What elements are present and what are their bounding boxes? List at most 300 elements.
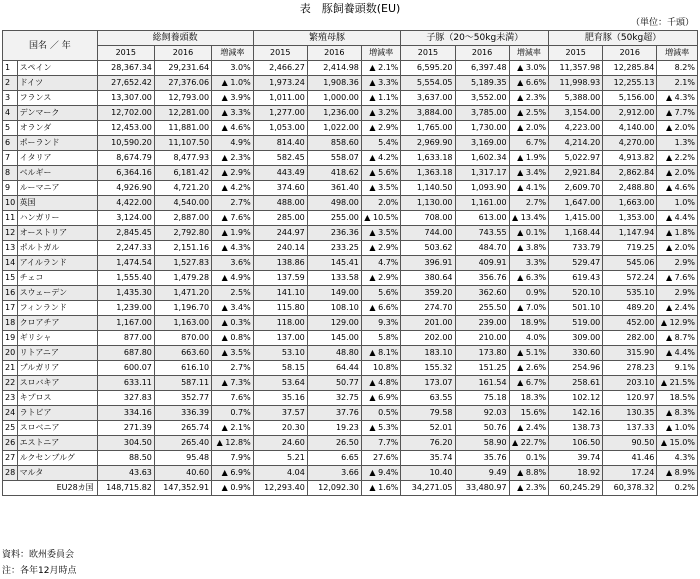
cell-piglets-2016: 409.91 [455, 256, 509, 271]
cell-total-change: ▲ 4.9% [212, 271, 254, 286]
cell-sows-2015: 285.00 [253, 211, 307, 226]
cell-sows-2015: 240.14 [253, 241, 307, 256]
table-title: 表 豚飼養頭数(EU) [299, 2, 401, 15]
row-number: 2 [3, 76, 18, 91]
cell-piglets-change: 0.1% [509, 451, 549, 466]
cell-total-change: 7.6% [212, 391, 254, 406]
cell-fattening-change: ▲ 8.3% [657, 406, 698, 421]
pig-population-table [2, 30, 698, 496]
cell-piglets-2016: 255.50 [455, 301, 509, 316]
cell-total-2015: 4,926.90 [97, 181, 154, 196]
cell-piglets-2015: 708.00 [401, 211, 455, 226]
cell-piglets-change: ▲ 2.4% [509, 421, 549, 436]
cell-fattening-change: 1.3% [657, 136, 698, 151]
cell-piglets-2016: 6,397.48 [455, 61, 509, 76]
cell-sows-change: 27.6% [361, 451, 401, 466]
cell-sows-2015: 1,277.00 [253, 106, 307, 121]
row-number: 24 [3, 406, 18, 421]
table-row [3, 91, 698, 106]
cell-sows-change: ▲ 9.4% [361, 466, 401, 481]
cell-sows-2015: 138.86 [253, 256, 307, 271]
cell-sows-change: ▲ 6.6% [361, 301, 401, 316]
cell-total-2015: 1,555.40 [97, 271, 154, 286]
cell-sows-2016: 1,236.00 [307, 106, 361, 121]
cell-fattening-2016: 1,353.00 [603, 211, 657, 226]
cell-sows-2015: 53.64 [253, 376, 307, 391]
cell-total-change: ▲ 3.9% [212, 91, 254, 106]
country-name: ハンガリー [17, 211, 97, 226]
cell-fattening-change: ▲ 2.4% [657, 301, 698, 316]
cell-sows-2015: 137.59 [253, 271, 307, 286]
cell-fattening-change: ▲ 7.7% [657, 106, 698, 121]
cell-piglets-change: 18.9% [509, 316, 549, 331]
cell-sows-change: ▲ 3.2% [361, 106, 401, 121]
cell-fattening-2015: 1,168.44 [549, 226, 603, 241]
cell-sows-2016: 6.65 [307, 451, 361, 466]
cell-fattening-2016: 4,140.00 [603, 121, 657, 136]
cell-piglets-2015: 503.62 [401, 241, 455, 256]
cell-total-change: ▲ 3.5% [212, 346, 254, 361]
cell-piglets-2015: 1,140.50 [401, 181, 455, 196]
cell-piglets-change: ▲ 8.8% [509, 466, 549, 481]
cell-piglets-2016: 1,093.90 [455, 181, 509, 196]
cell-total-change: ▲ 1.9% [212, 226, 254, 241]
year-2015-header: 2015 [97, 46, 154, 61]
cell-total-2015: 877.00 [97, 331, 154, 346]
cell-total-change: ▲ 0.3% [212, 316, 254, 331]
year-2016-header: 2016 [154, 46, 211, 61]
cell-sows-2016: 361.40 [307, 181, 361, 196]
cell-sows-2016: 1,908.36 [307, 76, 361, 91]
cell-fattening-2015: 11,357.98 [549, 61, 603, 76]
cell-piglets-change: 6.7% [509, 136, 549, 151]
cell-total-2016: 870.00 [154, 331, 211, 346]
cell-fattening-change: ▲ 8.7% [657, 331, 698, 346]
cell-piglets-change: 18.3% [509, 391, 549, 406]
cell-piglets-change: ▲ 22.7% [509, 436, 549, 451]
total-row [3, 481, 698, 496]
cell-sows-change: ▲ 4.2% [361, 151, 401, 166]
table-row [3, 181, 698, 196]
row-number: 10 [3, 196, 18, 211]
cell-fattening-change: ▲ 2.0% [657, 241, 698, 256]
cell-fattening-change: ▲ 21.5% [657, 376, 698, 391]
cell-fattening-2016: 545.06 [603, 256, 657, 271]
cell-total-2015: 2,845.45 [97, 226, 154, 241]
cell-sows-change: 5.6% [361, 286, 401, 301]
table-row [3, 136, 698, 151]
cell-sows-2016: 3.66 [307, 466, 361, 481]
cell-sows-change: ▲ 4.8% [361, 376, 401, 391]
cell-total-2016: 265.74 [154, 421, 211, 436]
cell-piglets-change: ▲ 0.1% [509, 226, 549, 241]
total-sows-2016: 12,092.30 [307, 481, 361, 496]
cell-sows-2016: 19.23 [307, 421, 361, 436]
table-row [3, 346, 698, 361]
cell-sows-change: ▲ 2.9% [361, 241, 401, 256]
cell-total-change: ▲ 4.6% [212, 121, 254, 136]
cell-fattening-2015: 519.00 [549, 316, 603, 331]
country-name: スウェーデン [17, 286, 97, 301]
source-note: 資料：欧州委員会 [2, 550, 75, 560]
cell-total-2016: 40.60 [154, 466, 211, 481]
cell-piglets-2016: 1,602.34 [455, 151, 509, 166]
cell-piglets-2015: 173.07 [401, 376, 455, 391]
country-name: 英国 [17, 196, 97, 211]
cell-total-2015: 88.50 [97, 451, 154, 466]
cell-total-2015: 8,674.79 [97, 151, 154, 166]
cell-total-2016: 29,231.64 [154, 61, 211, 76]
year-2016-header: 2016 [307, 46, 361, 61]
total-fattening-2016: 60,378.32 [603, 481, 657, 496]
cell-total-2016: 2,887.00 [154, 211, 211, 226]
cell-fattening-2016: 535.10 [603, 286, 657, 301]
cell-piglets-2016: 151.25 [455, 361, 509, 376]
cell-total-2015: 327.83 [97, 391, 154, 406]
cell-total-change: 2.5% [212, 286, 254, 301]
table-row [3, 316, 698, 331]
cell-sows-change: 10.8% [361, 361, 401, 376]
table-row [3, 256, 698, 271]
cell-piglets-2015: 6,595.20 [401, 61, 455, 76]
cell-fattening-change: ▲ 2.0% [657, 121, 698, 136]
cell-piglets-2015: 359.20 [401, 286, 455, 301]
cell-piglets-2015: 380.64 [401, 271, 455, 286]
cell-fattening-2015: 5,388.00 [549, 91, 603, 106]
cell-fattening-2016: 12,285.84 [603, 61, 657, 76]
table-row [3, 196, 698, 211]
cell-fattening-2015: 619.43 [549, 271, 603, 286]
cell-piglets-2015: 3,637.00 [401, 91, 455, 106]
row-number: 15 [3, 271, 18, 286]
row-number: 6 [3, 136, 18, 151]
row-number: 16 [3, 286, 18, 301]
cell-fattening-change: ▲ 4.4% [657, 346, 698, 361]
cell-total-2016: 27,376.06 [154, 76, 211, 91]
country-name: ギリシャ [17, 331, 97, 346]
cell-piglets-2016: 35.76 [455, 451, 509, 466]
cell-piglets-2016: 58.90 [455, 436, 509, 451]
cell-total-2016: 352.77 [154, 391, 211, 406]
cell-piglets-2015: 35.74 [401, 451, 455, 466]
cell-total-2015: 687.80 [97, 346, 154, 361]
cell-piglets-2016: 50.76 [455, 421, 509, 436]
cell-sows-2016: 50.77 [307, 376, 361, 391]
cell-total-change: 2.7% [212, 361, 254, 376]
cell-fattening-change: ▲ 8.9% [657, 466, 698, 481]
cell-fattening-2016: 719.25 [603, 241, 657, 256]
cell-piglets-2015: 10.40 [401, 466, 455, 481]
cell-sows-change: ▲ 3.5% [361, 226, 401, 241]
row-number: 14 [3, 256, 18, 271]
cell-sows-2015: 115.80 [253, 301, 307, 316]
cell-piglets-2015: 202.00 [401, 331, 455, 346]
unit-label: （単位：千頭） [630, 18, 694, 28]
cell-fattening-2015: 18.92 [549, 466, 603, 481]
cell-total-2015: 1,435.30 [97, 286, 154, 301]
cell-total-change: ▲ 3.4% [212, 301, 254, 316]
cell-total-2015: 271.39 [97, 421, 154, 436]
cell-fattening-2016: 4,270.00 [603, 136, 657, 151]
row-number: 4 [3, 106, 18, 121]
cell-sows-change: ▲ 5.3% [361, 421, 401, 436]
cell-total-change: 2.7% [212, 196, 254, 211]
cell-piglets-2015: 2,969.90 [401, 136, 455, 151]
cell-total-2016: 616.10 [154, 361, 211, 376]
cell-total-2016: 587.11 [154, 376, 211, 391]
cell-total-2016: 4,540.00 [154, 196, 211, 211]
cell-sows-2015: 20.30 [253, 421, 307, 436]
cell-fattening-2016: 17.24 [603, 466, 657, 481]
cell-piglets-2016: 743.55 [455, 226, 509, 241]
cell-total-2016: 663.60 [154, 346, 211, 361]
cell-sows-2016: 418.62 [307, 166, 361, 181]
cell-piglets-2015: 1,130.00 [401, 196, 455, 211]
row-number: 3 [3, 91, 18, 106]
cell-piglets-2015: 5,554.05 [401, 76, 455, 91]
cell-sows-2016: 64.44 [307, 361, 361, 376]
cell-total-2016: 4,721.20 [154, 181, 211, 196]
cell-piglets-2016: 9.49 [455, 466, 509, 481]
cell-total-2016: 2,151.16 [154, 241, 211, 256]
cell-fattening-2015: 529.47 [549, 256, 603, 271]
country-name: デンマーク [17, 106, 97, 121]
cell-sows-2016: 145.41 [307, 256, 361, 271]
country-name: エストニア [17, 436, 97, 451]
cell-total-change: 4.9% [212, 136, 254, 151]
country-name: ベルギー [17, 166, 97, 181]
table-row [3, 421, 698, 436]
row-number: 1 [3, 61, 18, 76]
cell-fattening-2015: 2,609.70 [549, 181, 603, 196]
change-rate-header: 増減率 [657, 46, 698, 61]
cell-piglets-change: ▲ 6.3% [509, 271, 549, 286]
cell-piglets-2015: 396.91 [401, 256, 455, 271]
cell-piglets-2016: 484.70 [455, 241, 509, 256]
cell-total-change: ▲ 1.0% [212, 76, 254, 91]
cell-piglets-2015: 79.58 [401, 406, 455, 421]
country-name: イタリア [17, 151, 97, 166]
cell-piglets-2015: 183.10 [401, 346, 455, 361]
cell-sows-2015: 1,011.00 [253, 91, 307, 106]
cell-fattening-change: ▲ 1.0% [657, 421, 698, 436]
cell-piglets-2015: 76.20 [401, 436, 455, 451]
cell-total-2015: 334.16 [97, 406, 154, 421]
cell-sows-2015: 2,466.27 [253, 61, 307, 76]
cell-sows-2016: 149.00 [307, 286, 361, 301]
row-number: 17 [3, 301, 18, 316]
row-number: 7 [3, 151, 18, 166]
cell-sows-2015: 137.00 [253, 331, 307, 346]
cell-total-2015: 13,307.00 [97, 91, 154, 106]
cell-piglets-2016: 356.76 [455, 271, 509, 286]
total-piglets-2015: 34,271.05 [401, 481, 455, 496]
cell-sows-change: 0.5% [361, 406, 401, 421]
total-total-2016: 147,352.91 [154, 481, 211, 496]
cell-piglets-2016: 362.60 [455, 286, 509, 301]
year-2015-header: 2015 [401, 46, 455, 61]
cell-piglets-change: ▲ 7.0% [509, 301, 549, 316]
cell-total-2016: 336.39 [154, 406, 211, 421]
cell-fattening-change: 9.1% [657, 361, 698, 376]
cell-sows-change: ▲ 2.9% [361, 271, 401, 286]
cell-piglets-2016: 3,552.00 [455, 91, 509, 106]
cell-sows-change: ▲ 10.5% [361, 211, 401, 226]
cell-total-2016: 95.48 [154, 451, 211, 466]
cell-total-2015: 12,702.00 [97, 106, 154, 121]
cell-fattening-2015: 11,998.93 [549, 76, 603, 91]
cell-total-2015: 3,124.00 [97, 211, 154, 226]
row-number: 28 [3, 466, 18, 481]
country-name: ポーランド [17, 136, 97, 151]
country-name: リトアニア [17, 346, 97, 361]
cell-piglets-2016: 3,785.00 [455, 106, 509, 121]
cell-total-change: 3.0% [212, 61, 254, 76]
change-rate-header: 増減率 [212, 46, 254, 61]
cell-sows-2016: 48.80 [307, 346, 361, 361]
cell-sows-2016: 236.36 [307, 226, 361, 241]
cell-piglets-2016: 1,161.00 [455, 196, 509, 211]
table-row [3, 151, 698, 166]
cell-fattening-2015: 1,415.00 [549, 211, 603, 226]
cell-piglets-2016: 173.80 [455, 346, 509, 361]
cell-piglets-change: ▲ 2.6% [509, 361, 549, 376]
cell-total-2015: 28,367.34 [97, 61, 154, 76]
country-name: ルクセンブルグ [17, 451, 97, 466]
cell-fattening-change: ▲ 4.3% [657, 91, 698, 106]
cell-sows-change: ▲ 2.9% [361, 121, 401, 136]
change-rate-header: 増減率 [509, 46, 549, 61]
cell-piglets-change: ▲ 5.1% [509, 346, 549, 361]
cell-fattening-2016: 315.90 [603, 346, 657, 361]
cell-fattening-2015: 330.60 [549, 346, 603, 361]
cell-total-2015: 1,167.00 [97, 316, 154, 331]
cell-total-2015: 4,422.00 [97, 196, 154, 211]
cell-piglets-change: ▲ 3.8% [509, 241, 549, 256]
country-name: マルタ [17, 466, 97, 481]
cell-sows-change: 2.0% [361, 196, 401, 211]
cell-sows-2015: 1,973.24 [253, 76, 307, 91]
cell-sows-change: ▲ 5.6% [361, 166, 401, 181]
cell-total-2016: 1,163.00 [154, 316, 211, 331]
cell-total-2016: 1,471.20 [154, 286, 211, 301]
cell-piglets-change: 15.6% [509, 406, 549, 421]
cell-total-2015: 43.63 [97, 466, 154, 481]
cell-piglets-change: 0.9% [509, 286, 549, 301]
cell-sows-2016: 108.10 [307, 301, 361, 316]
cell-piglets-change: ▲ 6.6% [509, 76, 549, 91]
cell-sows-2015: 814.40 [253, 136, 307, 151]
cell-sows-2016: 1,000.00 [307, 91, 361, 106]
cell-fattening-2016: 1,147.94 [603, 226, 657, 241]
cell-piglets-2016: 239.00 [455, 316, 509, 331]
row-number: 25 [3, 421, 18, 436]
cell-piglets-2016: 1,730.00 [455, 121, 509, 136]
table-row [3, 451, 698, 466]
cell-piglets-2016: 161.54 [455, 376, 509, 391]
cell-fattening-change: ▲ 2.2% [657, 151, 698, 166]
cell-fattening-change: ▲ 15.0% [657, 436, 698, 451]
cell-sows-2015: 141.10 [253, 286, 307, 301]
cell-piglets-change: ▲ 4.1% [509, 181, 549, 196]
year-2015-header: 2015 [253, 46, 307, 61]
cell-piglets-2015: 1,633.18 [401, 151, 455, 166]
cell-fattening-2015: 254.96 [549, 361, 603, 376]
table-row [3, 436, 698, 451]
cell-fattening-change: 2.1% [657, 76, 698, 91]
cell-fattening-2015: 520.10 [549, 286, 603, 301]
cell-total-2016: 11,881.00 [154, 121, 211, 136]
row-number: 8 [3, 166, 18, 181]
cell-fattening-change: 2.9% [657, 286, 698, 301]
cell-sows-change: ▲ 2.1% [361, 61, 401, 76]
cell-total-2015: 2,247.33 [97, 241, 154, 256]
total-total-2015: 148,715.82 [97, 481, 154, 496]
cell-fattening-2015: 39.74 [549, 451, 603, 466]
table-row [3, 226, 698, 241]
cell-sows-2016: 37.76 [307, 406, 361, 421]
total-fattening-2015: 60,245.29 [549, 481, 603, 496]
cell-sows-2015: 35.16 [253, 391, 307, 406]
cell-piglets-change: ▲ 13.4% [509, 211, 549, 226]
cell-sows-2016: 233.25 [307, 241, 361, 256]
cell-fattening-2015: 106.50 [549, 436, 603, 451]
cell-sows-2015: 443.49 [253, 166, 307, 181]
total-sows-change: ▲ 1.6% [361, 481, 401, 496]
country-name: ドイツ [17, 76, 97, 91]
group-header-total: 総飼養頭数 [97, 31, 253, 46]
cell-piglets-2015: 1,765.00 [401, 121, 455, 136]
cell-sows-change: ▲ 3.5% [361, 181, 401, 196]
cell-fattening-change: 1.0% [657, 196, 698, 211]
cell-fattening-2016: 282.00 [603, 331, 657, 346]
row-number: 9 [3, 181, 18, 196]
table-row [3, 361, 698, 376]
country-name: スペイン [17, 61, 97, 76]
cell-sows-2015: 582.45 [253, 151, 307, 166]
cell-total-change: ▲ 4.2% [212, 181, 254, 196]
row-number: 18 [3, 316, 18, 331]
cell-total-2016: 1,479.28 [154, 271, 211, 286]
cell-sows-2016: 255.00 [307, 211, 361, 226]
cell-fattening-2015: 138.73 [549, 421, 603, 436]
cell-piglets-2016: 613.00 [455, 211, 509, 226]
cell-fattening-2016: 5,156.00 [603, 91, 657, 106]
cell-sows-2016: 558.07 [307, 151, 361, 166]
cell-total-change: ▲ 4.3% [212, 241, 254, 256]
cell-sows-2016: 498.00 [307, 196, 361, 211]
cell-fattening-2015: 3,154.00 [549, 106, 603, 121]
total-label: EU28カ国 [3, 481, 98, 496]
date-note: 注：各年12月時点 [2, 566, 77, 576]
cell-sows-2016: 858.60 [307, 136, 361, 151]
cell-sows-2015: 24.60 [253, 436, 307, 451]
cell-fattening-2015: 2,921.84 [549, 166, 603, 181]
cell-fattening-2016: 1,663.00 [603, 196, 657, 211]
table-row [3, 121, 698, 136]
country-name: オランダ [17, 121, 97, 136]
cell-total-2016: 12,281.00 [154, 106, 211, 121]
cell-sows-2015: 58.15 [253, 361, 307, 376]
table-row [3, 241, 698, 256]
cell-sows-2015: 374.60 [253, 181, 307, 196]
change-rate-header: 増減率 [361, 46, 401, 61]
cell-total-change: ▲ 7.3% [212, 376, 254, 391]
cell-sows-change: ▲ 8.1% [361, 346, 401, 361]
cell-sows-2016: 129.00 [307, 316, 361, 331]
cell-fattening-2016: 41.46 [603, 451, 657, 466]
cell-total-change: ▲ 2.9% [212, 166, 254, 181]
